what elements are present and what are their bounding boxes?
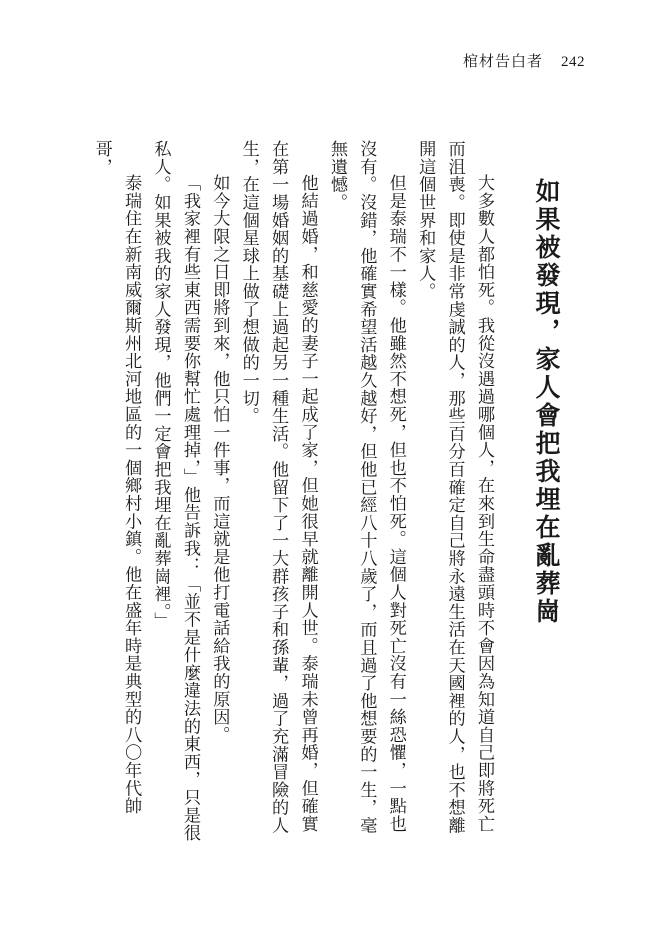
page-number: 242 — [561, 54, 585, 70]
chapter-title: 如果被發現，家人會把我埋在亂葬崗 — [532, 178, 561, 626]
book-title: 棺材告白者 — [462, 52, 543, 70]
page-body — [86, 140, 566, 850]
paragraph: 「我家裡有些東西需要你幫忙處理掉，」他告訴我：「並不是什麼違法的東西，只是很私人。如果被我的家人發現，他們一定會把我埋在亂葬崗裡。」 — [150, 140, 200, 843]
paragraph: 大多數人都怕死。我從沒遇過哪個人，在來到生命盡頭時不會因為知道自己即將死亡而沮喪。即使是非常虔誠的人，那些百分百確定自己將永遠生活在天國裡的人，也不想離開這個世界和家人。 — [415, 140, 494, 835]
paragraph: 泰瑞住在新南威爾斯州北河地區的一個鄉村小鎮。他在盛年時是典型的八〇年代帥哥， — [91, 140, 142, 816]
paragraph: 但是泰瑞不一樣。他雖然不想死，但也不怕死。這個人對死亡沒有一絲恐懼，一點也沒有。沒錯，他確實希望活越久越好，但他已經八十八歲了，而且過了他想要的一生，毫無遺憾。 — [326, 140, 406, 835]
paragraph: 如今大限之日即將到來，他只怕一件事，而這就是他打電話給我的原因。 — [209, 174, 230, 744]
paragraph: 他結過婚，和慈愛的妻子一起成了家，但她很早就離開人世。泰瑞未曾再婚，但確實在第一場婚姻的基礎上過起另一種生活。他留下了一大群孩子和孫輩，過了充滿冒險的人生，在這個星球上做了想做的一切。 — [238, 140, 318, 835]
running-header — [463, 50, 585, 71]
